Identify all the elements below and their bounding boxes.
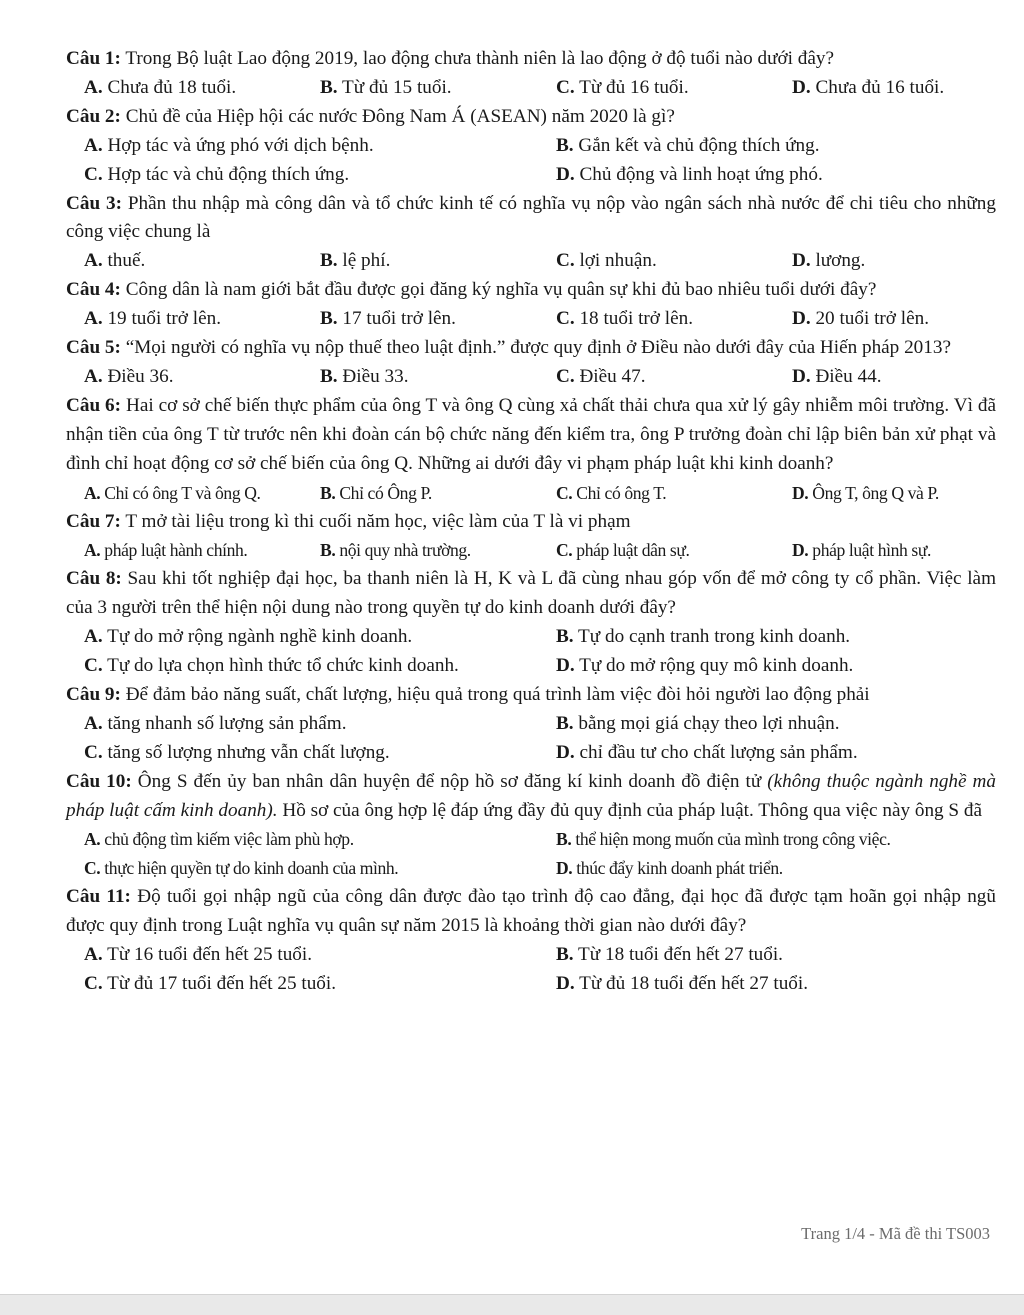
option-text: tăng số lượng nhưng vẫn chất lượng. bbox=[102, 741, 390, 763]
question-stem: Chủ đề của Hiệp hội các nước Đông Nam Á (ASEAN) năm 2020 là gì? bbox=[120, 105, 675, 127]
option-text: lương. bbox=[810, 250, 866, 272]
option-d[interactable] bbox=[556, 652, 853, 681]
option-text: 18 tuổi trở lên. bbox=[574, 308, 693, 330]
option-b[interactable] bbox=[320, 305, 556, 334]
question-text bbox=[66, 681, 996, 710]
question-number: Câu 7: bbox=[66, 510, 121, 532]
option-letter: C. bbox=[556, 482, 573, 503]
option-text: Điều 47. bbox=[574, 365, 646, 387]
option-letter: A. bbox=[84, 712, 103, 734]
question-7 bbox=[66, 508, 996, 566]
option-a[interactable] bbox=[84, 74, 320, 103]
option-b[interactable] bbox=[556, 941, 783, 970]
option-a[interactable] bbox=[84, 941, 556, 970]
option-letter: C. bbox=[556, 250, 575, 272]
option-text: Tự do cạnh tranh trong kinh doanh. bbox=[573, 626, 851, 648]
option-text: 17 tuổi trở lên. bbox=[337, 308, 456, 330]
option-c[interactable] bbox=[84, 161, 556, 190]
question-stem: Công dân là nam giới bắt đầu được gọi đăng ký nghĩa vụ quân sự khi đủ bao nhiêu tuổi dưới đây? bbox=[120, 279, 877, 301]
option-text: Điều 36. bbox=[102, 365, 174, 387]
option-text: lệ phí. bbox=[337, 250, 391, 272]
option-letter: D. bbox=[556, 655, 575, 677]
question-10 bbox=[66, 768, 996, 884]
question-number: Câu 11: bbox=[66, 886, 131, 908]
option-letter: A. bbox=[84, 944, 103, 966]
question-text bbox=[66, 190, 996, 248]
option-letter: D. bbox=[792, 250, 811, 272]
option-letter: B. bbox=[556, 134, 574, 156]
viewer-bottom-band bbox=[0, 1294, 1024, 1315]
option-d[interactable] bbox=[792, 74, 944, 103]
option-text: lợi nhuận. bbox=[574, 250, 657, 272]
options-row bbox=[66, 623, 996, 652]
question-text bbox=[66, 768, 996, 826]
option-letter: B. bbox=[556, 712, 574, 734]
options-row bbox=[66, 479, 996, 508]
option-c[interactable] bbox=[556, 305, 792, 334]
question-text bbox=[66, 883, 996, 941]
option-c[interactable] bbox=[556, 247, 792, 276]
question-number: Câu 10: bbox=[66, 770, 132, 792]
question-number: Câu 8: bbox=[66, 568, 122, 590]
options-row bbox=[66, 941, 996, 970]
option-c[interactable] bbox=[556, 363, 792, 392]
question-number: Câu 6: bbox=[66, 394, 122, 416]
option-d[interactable] bbox=[556, 161, 823, 190]
option-letter: C. bbox=[556, 540, 573, 561]
option-letter: D. bbox=[792, 365, 811, 387]
option-text: Chưa đủ 18 tuổi. bbox=[102, 76, 237, 98]
option-a[interactable] bbox=[84, 825, 556, 854]
option-c[interactable] bbox=[84, 970, 556, 999]
question-11 bbox=[66, 883, 996, 999]
option-a[interactable] bbox=[84, 623, 556, 652]
option-letter: B. bbox=[320, 365, 338, 387]
option-b[interactable] bbox=[320, 363, 556, 392]
option-a[interactable] bbox=[84, 479, 320, 508]
option-a[interactable] bbox=[84, 247, 320, 276]
option-letter: A. bbox=[84, 76, 103, 98]
option-letter: B. bbox=[320, 482, 336, 503]
option-letter: D. bbox=[556, 973, 575, 994]
option-text: chỉ đầu tư cho chất lượng sản phẩm. bbox=[574, 741, 858, 763]
option-letter: D. bbox=[792, 76, 811, 98]
option-b[interactable] bbox=[320, 247, 556, 276]
option-text: Từ đủ 17 tuổi đến hết 25 tuổi. bbox=[102, 973, 337, 994]
question-5 bbox=[66, 334, 996, 392]
option-text: thuế. bbox=[102, 250, 146, 272]
option-a[interactable] bbox=[84, 305, 320, 334]
option-c[interactable] bbox=[84, 652, 556, 681]
option-b[interactable] bbox=[320, 536, 556, 565]
option-letter: C. bbox=[556, 76, 575, 98]
option-text: pháp luật dân sự. bbox=[572, 540, 690, 561]
question-2 bbox=[66, 103, 996, 190]
option-letter: D. bbox=[556, 858, 573, 879]
option-d[interactable] bbox=[556, 739, 858, 768]
options-row bbox=[66, 74, 996, 103]
option-b[interactable] bbox=[556, 825, 891, 854]
option-text: thực hiện quyền tự do kinh doanh của mình. bbox=[100, 858, 399, 879]
option-letter: B. bbox=[556, 944, 574, 966]
question-stem: “Mọi người có nghĩa vụ nộp thuế theo luật định.” được quy định ở Điều nào dưới đây của Hiến pháp 2013? bbox=[120, 337, 951, 359]
option-text: Từ 18 tuổi đến hết 27 tuổi. bbox=[573, 944, 783, 966]
option-text: Hợp tác và chủ động thích ứng. bbox=[102, 163, 350, 185]
options-row bbox=[66, 825, 996, 854]
option-text: thúc đẩy kinh doanh phát triển. bbox=[572, 858, 783, 879]
option-d[interactable] bbox=[556, 854, 783, 883]
option-text: Chỉ có ông T. bbox=[572, 482, 667, 503]
question-stem: Độ tuổi gọi nhập ngũ của công dân được đào tạo trình độ cao đẳng, đại học đã được tạm hoãn gọi nhập ngũ được quy định trong Luật nghĩa vụ quân sự năm 2015 là khoảng thời gian nào dưới đây? bbox=[66, 886, 996, 937]
option-text: Chủ động và linh hoạt ứng phó. bbox=[574, 163, 823, 185]
option-letter: D. bbox=[556, 741, 575, 763]
options-row bbox=[66, 739, 996, 768]
question-number: Câu 2: bbox=[66, 105, 121, 127]
option-text: Chỉ có ông T và ông Q. bbox=[100, 482, 261, 503]
question-text bbox=[66, 103, 996, 132]
option-b[interactable] bbox=[556, 132, 820, 161]
option-text: Từ đủ 16 tuổi. bbox=[574, 76, 689, 98]
option-text: Từ đủ 15 tuổi. bbox=[337, 76, 452, 98]
option-letter: C. bbox=[84, 741, 103, 763]
option-c[interactable] bbox=[84, 739, 556, 768]
option-letter: B. bbox=[556, 626, 574, 648]
question-stem: Hai cơ sở chế biến thực phẩm của ông T và ông Q cùng xả chất thải chưa qua xử lý gây nhiễm môi trường. Vì đã nhận tiền của ông T từ trước nên khi đoàn cán bộ chức năng đến kiểm tra, ông P trưởng đoàn chỉ lập biên bản xử phạt và đình chỉ hoạt động cơ sở chế biến của ông Q. Những ai dưới đây vi phạm pháp luật khi kinh doanh? bbox=[66, 394, 996, 474]
option-letter: C. bbox=[84, 858, 101, 879]
option-d[interactable] bbox=[792, 305, 929, 334]
option-d[interactable] bbox=[792, 247, 865, 276]
option-text: Ông T, ông Q và P. bbox=[808, 482, 939, 503]
option-letter: C. bbox=[556, 365, 575, 387]
option-b[interactable] bbox=[556, 623, 850, 652]
option-letter: A. bbox=[84, 365, 103, 387]
question-4 bbox=[66, 276, 996, 334]
option-text: Chưa đủ 16 tuổi. bbox=[810, 76, 945, 98]
option-text: Điều 44. bbox=[810, 365, 882, 387]
option-text: nội quy nhà trường. bbox=[335, 540, 471, 561]
option-a[interactable] bbox=[84, 363, 320, 392]
option-text: 19 tuổi trở lên. bbox=[102, 308, 221, 330]
option-text: Gắn kết và chủ động thích ứng. bbox=[573, 134, 820, 156]
option-letter: C. bbox=[84, 973, 103, 994]
options-row bbox=[66, 132, 996, 161]
option-b[interactable] bbox=[556, 710, 840, 739]
question-stem-end: Hồ sơ của ông hợp lệ đáp ứng đầy đủ quy định của pháp luật. Thông qua việc này ông S đã bbox=[277, 799, 983, 821]
question-stem: Trong Bộ luật Lao động 2019, lao động chưa thành niên là lao động ở độ tuổi nào dưới đây? bbox=[120, 48, 835, 69]
option-text: Tự do mở rộng ngành nghề kinh doanh. bbox=[102, 626, 413, 648]
option-text: Tự do mở rộng quy mô kinh doanh. bbox=[574, 655, 854, 677]
option-letter: A. bbox=[84, 250, 103, 272]
option-text: Từ đủ 18 tuổi đến hết 27 tuổi. bbox=[574, 973, 809, 994]
option-letter: A. bbox=[84, 626, 103, 648]
option-letter: A. bbox=[84, 829, 101, 850]
options-row bbox=[66, 536, 996, 565]
option-letter: C. bbox=[84, 655, 103, 677]
options-row bbox=[66, 710, 996, 739]
question-stem: Sau khi tốt nghiệp đại học, ba thanh niên là H, K và L đã cùng nhau góp vốn để mở công ty cổ phần. Việc làm của 3 người trên thể hiện nội dung nào trong quyền tự do kinh doanh dưới đây? bbox=[66, 568, 996, 619]
option-d[interactable] bbox=[792, 536, 931, 565]
options-row bbox=[66, 854, 996, 883]
question-6 bbox=[66, 392, 996, 508]
option-b[interactable] bbox=[320, 74, 556, 103]
options-row bbox=[66, 305, 996, 334]
question-3 bbox=[66, 190, 996, 277]
question-text bbox=[66, 508, 996, 537]
question-stem: Để đảm bảo năng suất, chất lượng, hiệu quả trong quá trình làm việc đòi hỏi người lao động phải bbox=[120, 683, 870, 705]
option-d[interactable] bbox=[792, 479, 939, 508]
option-text: Từ 16 tuổi đến hết 25 tuổi. bbox=[102, 944, 313, 966]
question-stem: Phần thu nhập mà công dân và tổ chức kinh tế có nghĩa vụ nộp vào ngân sách nhà nước để chi tiêu cho những công việc chung là bbox=[66, 192, 996, 243]
question-number: Câu 5: bbox=[66, 337, 121, 359]
question-stem-italic: (không thuộc ngành nghề mà pháp luật cấm kinh doanh). bbox=[66, 770, 996, 821]
option-letter: B. bbox=[320, 540, 336, 561]
question-1 bbox=[66, 45, 996, 103]
question-number: Câu 4: bbox=[66, 279, 121, 301]
option-letter: B. bbox=[320, 76, 338, 98]
option-text: thể hiện mong muốn của mình trong công việc. bbox=[571, 829, 891, 850]
option-letter: B. bbox=[320, 250, 338, 272]
option-c[interactable] bbox=[556, 536, 792, 565]
option-text: Hợp tác và ứng phó với dịch bệnh. bbox=[102, 134, 374, 156]
option-d[interactable] bbox=[792, 363, 882, 392]
option-text: Tự do lựa chọn hình thức tổ chức kinh doanh. bbox=[102, 655, 459, 677]
option-letter: B. bbox=[320, 308, 338, 330]
options-row bbox=[66, 970, 996, 999]
option-letter: D. bbox=[792, 540, 809, 561]
option-letter: C. bbox=[84, 163, 103, 185]
option-letter: A. bbox=[84, 540, 101, 561]
option-text: pháp luật hình sự. bbox=[808, 540, 931, 561]
option-letter: A. bbox=[84, 482, 101, 503]
option-letter: D. bbox=[792, 482, 809, 503]
option-c[interactable] bbox=[84, 854, 556, 883]
question-number: Câu 9: bbox=[66, 683, 121, 705]
options-row bbox=[66, 247, 996, 276]
question-text bbox=[66, 565, 996, 623]
question-8 bbox=[66, 565, 996, 681]
option-d[interactable] bbox=[556, 970, 808, 999]
question-text bbox=[66, 276, 996, 305]
option-c[interactable] bbox=[556, 74, 792, 103]
option-text: pháp luật hành chính. bbox=[100, 540, 248, 561]
question-stem: T mở tài liệu trong kì thi cuối năm học, việc làm của T là vi phạm bbox=[120, 510, 631, 532]
option-letter: B. bbox=[556, 829, 572, 850]
option-text: Chỉ có Ông P. bbox=[335, 482, 432, 503]
question-number: Câu 3: bbox=[66, 192, 122, 214]
option-text: bằng mọi giá chạy theo lợi nhuận. bbox=[573, 712, 840, 734]
question-9 bbox=[66, 681, 996, 768]
option-b[interactable] bbox=[320, 479, 556, 508]
option-letter: D. bbox=[792, 308, 811, 330]
option-letter: D. bbox=[556, 163, 575, 185]
option-letter: A. bbox=[84, 134, 103, 156]
option-text: chủ động tìm kiếm việc làm phù hợp. bbox=[100, 829, 354, 850]
question-text bbox=[66, 392, 996, 479]
option-text: 20 tuổi trở lên. bbox=[810, 308, 929, 330]
question-text bbox=[66, 45, 996, 74]
exam-content bbox=[66, 45, 996, 999]
option-a[interactable] bbox=[84, 710, 556, 739]
option-c[interactable] bbox=[556, 479, 792, 508]
option-a[interactable] bbox=[84, 132, 556, 161]
option-letter: C. bbox=[556, 308, 575, 330]
options-row bbox=[66, 652, 996, 681]
option-a[interactable] bbox=[84, 536, 320, 565]
option-text: tăng nhanh số lượng sản phẩm. bbox=[102, 712, 347, 734]
question-number: Câu 1: bbox=[66, 48, 121, 69]
options-row bbox=[66, 161, 996, 190]
question-stem: Ông S đến ủy ban nhân dân huyện để nộp hồ sơ đăng kí kinh doanh đồ điện tử bbox=[131, 770, 768, 792]
question-text bbox=[66, 334, 996, 363]
option-letter: A. bbox=[84, 308, 103, 330]
page-footer: Trang 1/4 - Mã đề thi TS003 bbox=[801, 1224, 990, 1243]
options-row bbox=[66, 363, 996, 392]
option-text: Điều 33. bbox=[337, 365, 409, 387]
